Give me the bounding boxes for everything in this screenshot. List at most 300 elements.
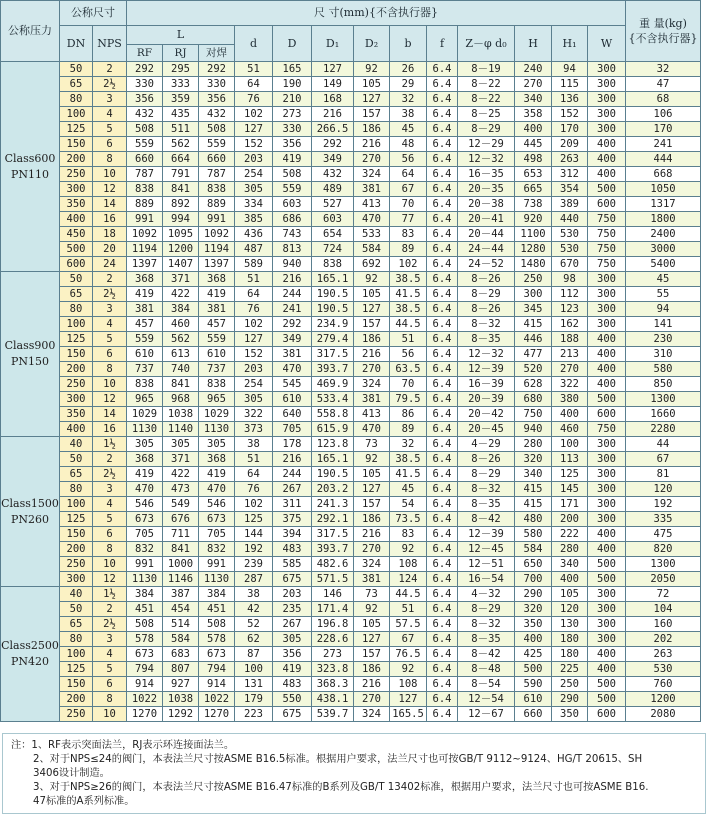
cell-l-rf: 384 [127, 587, 163, 602]
cell-z-phi-d0: 8－26 [458, 272, 515, 287]
table-row [1, 677, 701, 692]
cell-nps: 2 [93, 62, 127, 77]
cell-nps: 14 [93, 197, 127, 212]
cell-D1: 123.8 [312, 437, 354, 452]
cell-dn: 400 [60, 212, 93, 227]
cell-D2: 92 [354, 62, 390, 77]
cell-D2: 270 [354, 362, 390, 377]
cell-H1: 280 [552, 542, 588, 557]
cell-nps: 8 [93, 362, 127, 377]
cell-nps: 4 [93, 317, 127, 332]
cell-D2: 127 [354, 632, 390, 647]
cell-dn: 500 [60, 242, 93, 257]
cell-D2: 105 [354, 617, 390, 632]
cell-H1: 312 [552, 167, 588, 182]
cell-weight: 81 [626, 467, 701, 482]
cell-f: 6.4 [427, 572, 458, 587]
cell-weight: 32 [626, 62, 701, 77]
cell-H: 498 [515, 152, 552, 167]
cell-l-rj: 1292 [163, 707, 199, 722]
cell-d: 223 [235, 707, 273, 722]
cell-H: 750 [515, 407, 552, 422]
cell-l-rj: 1038 [163, 407, 199, 422]
cell-H: 480 [515, 512, 552, 527]
cell-f: 6.4 [427, 647, 458, 662]
table-row [1, 362, 701, 377]
cell-l-weld: 559 [199, 137, 235, 152]
cell-H: 1280 [515, 242, 552, 257]
cell-H1: 94 [552, 62, 588, 77]
cell-D2: 270 [354, 542, 390, 557]
cell-l-weld: 368 [199, 272, 235, 287]
cell-dn: 300 [60, 572, 93, 587]
cell-f: 6.4 [427, 212, 458, 227]
header-weight-note: {不含执行器} [628, 32, 698, 45]
cell-D2: 73 [354, 437, 390, 452]
cell-l-rf: 673 [127, 647, 163, 662]
cell-D: 686 [273, 212, 312, 227]
cell-f: 6.4 [427, 377, 458, 392]
cell-nps: 20 [93, 242, 127, 257]
header-dimensions-label: 尺 寸(mm) [314, 6, 369, 19]
cell-z-phi-d0: 8－29 [458, 287, 515, 302]
cell-l-rf: 1130 [127, 572, 163, 587]
cell-D: 470 [273, 362, 312, 377]
cell-D: 419 [273, 152, 312, 167]
cell-dn: 125 [60, 332, 93, 347]
cell-H1: 225 [552, 662, 588, 677]
cell-dn: 80 [60, 482, 93, 497]
cell-z-phi-d0: 20－35 [458, 182, 515, 197]
cell-dn: 350 [60, 197, 93, 212]
cell-dn: 150 [60, 137, 93, 152]
cell-d: 131 [235, 677, 273, 692]
cell-D1: 149 [312, 77, 354, 92]
cell-z-phi-d0: 8－42 [458, 647, 515, 662]
cell-weight: 5400 [626, 257, 701, 272]
cell-l-rj: 384 [163, 302, 199, 317]
cell-dn: 200 [60, 692, 93, 707]
cell-nps: 5 [93, 512, 127, 527]
cell-H1: 180 [552, 632, 588, 647]
cell-weight: 1200 [626, 692, 701, 707]
cell-f: 6.4 [427, 77, 458, 92]
cell-d: 127 [235, 122, 273, 137]
header-D1: D₁ [312, 26, 354, 62]
cell-b: 63.5 [390, 362, 427, 377]
cell-D1: 228.6 [312, 632, 354, 647]
cell-nps: 8 [93, 152, 127, 167]
table-row [1, 527, 701, 542]
pressure-class-label: Class2500 [1, 639, 59, 652]
cell-weight: 263 [626, 647, 701, 662]
cell-z-phi-d0: 4－29 [458, 437, 515, 452]
cell-H1: 322 [552, 377, 588, 392]
table-row [1, 377, 701, 392]
cell-weight: 2400 [626, 227, 701, 242]
cell-D: 381 [273, 347, 312, 362]
cell-nps: 6 [93, 677, 127, 692]
cell-weight: 170 [626, 122, 701, 137]
header-dn: DN [60, 26, 93, 62]
cell-D: 675 [273, 707, 312, 722]
cell-l-rj: 371 [163, 272, 199, 287]
cell-z-phi-d0: 8－19 [458, 62, 515, 77]
cell-z-phi-d0: 12－45 [458, 542, 515, 557]
cell-z-phi-d0: 12－32 [458, 152, 515, 167]
cell-nps: 16 [93, 212, 127, 227]
cell-D1: 469.9 [312, 377, 354, 392]
cell-l-rj: 422 [163, 287, 199, 302]
cell-D2: 324 [354, 707, 390, 722]
cell-b: 73.5 [390, 512, 427, 527]
cell-z-phi-d0: 8－29 [458, 467, 515, 482]
cell-dn: 125 [60, 512, 93, 527]
table-row [1, 467, 701, 482]
cell-l-weld: 705 [199, 527, 235, 542]
cell-l-rf: 787 [127, 167, 163, 182]
cell-W: 400 [588, 167, 626, 182]
cell-nps: 5 [93, 662, 127, 677]
table-row [1, 617, 701, 632]
cell-b: 83 [390, 227, 427, 242]
cell-l-rf: 1022 [127, 692, 163, 707]
cell-b: 41.5 [390, 287, 427, 302]
cell-d: 305 [235, 392, 273, 407]
cell-D1: 838 [312, 257, 354, 272]
cell-nps: 2½ [93, 287, 127, 302]
cell-d: 62 [235, 632, 273, 647]
cell-l-rf: 838 [127, 182, 163, 197]
cell-W: 300 [588, 62, 626, 77]
cell-l-rf: 1130 [127, 422, 163, 437]
cell-D: 267 [273, 617, 312, 632]
cell-D2: 157 [354, 647, 390, 662]
cell-D1: 539.7 [312, 707, 354, 722]
cell-b: 51 [390, 332, 427, 347]
cell-z-phi-d0: 8－32 [458, 482, 515, 497]
cell-D: 675 [273, 572, 312, 587]
cell-D1: 190.5 [312, 302, 354, 317]
cell-D2: 413 [354, 197, 390, 212]
cell-l-rf: 368 [127, 272, 163, 287]
cell-dn: 80 [60, 302, 93, 317]
cell-D2: 105 [354, 77, 390, 92]
cell-D2: 127 [354, 302, 390, 317]
cell-z-phi-d0: 12－32 [458, 347, 515, 362]
cell-nps: 5 [93, 332, 127, 347]
cell-W: 750 [588, 242, 626, 257]
cell-b: 45 [390, 482, 427, 497]
cell-z-phi-d0: 12－67 [458, 707, 515, 722]
note-line-2 [11, 753, 699, 767]
cell-l-rj: 295 [163, 62, 199, 77]
cell-l-rj: 613 [163, 347, 199, 362]
cell-H1: 98 [552, 272, 588, 287]
cell-D2: 216 [354, 527, 390, 542]
cell-D: 190 [273, 77, 312, 92]
cell-d: 87 [235, 647, 273, 662]
table-row [1, 572, 701, 587]
cell-b: 92 [390, 662, 427, 677]
cell-l-rf: 991 [127, 212, 163, 227]
cell-D2: 92 [354, 602, 390, 617]
cell-nps: 24 [93, 257, 127, 272]
cell-b: 54 [390, 497, 427, 512]
table-row [1, 152, 701, 167]
cell-d: 51 [235, 62, 273, 77]
cell-z-phi-d0: 8－25 [458, 107, 515, 122]
cell-weight: 120 [626, 482, 701, 497]
cell-H1: 670 [552, 257, 588, 272]
cell-dn: 250 [60, 167, 93, 182]
cell-l-rf: 1270 [127, 707, 163, 722]
cell-d: 64 [235, 287, 273, 302]
cell-D2: 105 [354, 287, 390, 302]
cell-H1: 460 [552, 422, 588, 437]
cell-W: 300 [588, 317, 626, 332]
cell-D1: 234.9 [312, 317, 354, 332]
cell-D2: 216 [354, 677, 390, 692]
cell-b: 51 [390, 602, 427, 617]
cell-H: 920 [515, 212, 552, 227]
pressure-class-cell [1, 587, 60, 722]
note-line-4 [11, 781, 699, 795]
header-D2: D₂ [354, 26, 390, 62]
cell-nps: 4 [93, 497, 127, 512]
cell-d: 38 [235, 587, 273, 602]
cell-dn: 100 [60, 497, 93, 512]
cell-l-weld: 794 [199, 662, 235, 677]
cell-W: 300 [588, 107, 626, 122]
cell-D2: 157 [354, 497, 390, 512]
cell-dn: 65 [60, 467, 93, 482]
cell-W: 300 [588, 497, 626, 512]
table-row [1, 212, 701, 227]
cell-f: 6.4 [427, 242, 458, 257]
cell-D1: 558.8 [312, 407, 354, 422]
cell-D: 610 [273, 392, 312, 407]
cell-D1: 273 [312, 647, 354, 662]
cell-D1: 368.3 [312, 677, 354, 692]
cell-l-rf: 457 [127, 317, 163, 332]
cell-l-weld: 305 [199, 437, 235, 452]
cell-D1: 482.6 [312, 557, 354, 572]
cell-nps: 4 [93, 107, 127, 122]
cell-W: 500 [588, 572, 626, 587]
cell-D1: 724 [312, 242, 354, 257]
cell-D2: 216 [354, 347, 390, 362]
cell-H: 1480 [515, 257, 552, 272]
cell-l-rj: 387 [163, 587, 199, 602]
cell-H: 580 [515, 527, 552, 542]
cell-l-rf: 432 [127, 107, 163, 122]
header-nps: NPS [93, 26, 127, 62]
cell-l-weld: 991 [199, 557, 235, 572]
cell-l-rf: 1397 [127, 257, 163, 272]
cell-weight: 1660 [626, 407, 701, 422]
cell-l-weld: 1130 [199, 422, 235, 437]
cell-H: 590 [515, 677, 552, 692]
cell-nps: 4 [93, 647, 127, 662]
cell-l-rf: 508 [127, 617, 163, 632]
table-row [1, 587, 701, 602]
cell-weight: 1300 [626, 557, 701, 572]
cell-D2: 186 [354, 512, 390, 527]
cell-H1: 209 [552, 137, 588, 152]
table-row [1, 422, 701, 437]
cell-dn: 100 [60, 647, 93, 662]
cell-H: 653 [515, 167, 552, 182]
cell-D1: 196.8 [312, 617, 354, 632]
note-line-2-text: 2、对于NPS≤24的阀门，本表法兰尺寸按ASME B16.5标准。根据用户要求，法兰尺寸也可按GB/T 9112~9124、HG/T 20615、SH [33, 754, 643, 765]
cell-dn: 300 [60, 392, 93, 407]
cell-D1: 165.1 [312, 452, 354, 467]
cell-z-phi-d0: 8－22 [458, 92, 515, 107]
cell-l-weld: 1194 [199, 242, 235, 257]
cell-H: 446 [515, 332, 552, 347]
cell-l-rf: 794 [127, 662, 163, 677]
cell-D1: 190.5 [312, 287, 354, 302]
cell-dn: 250 [60, 707, 93, 722]
cell-l-rj: 511 [163, 122, 199, 137]
cell-nps: 12 [93, 392, 127, 407]
cell-W: 400 [588, 377, 626, 392]
cell-l-rj: 1095 [163, 227, 199, 242]
cell-H1: 162 [552, 317, 588, 332]
cell-D1: 571.5 [312, 572, 354, 587]
cell-dn: 200 [60, 152, 93, 167]
cell-l-rf: 705 [127, 527, 163, 542]
pressure-class-cell [1, 437, 60, 587]
cell-D1: 615.9 [312, 422, 354, 437]
cell-dn: 150 [60, 677, 93, 692]
cell-f: 6.4 [427, 677, 458, 692]
cell-d: 322 [235, 407, 273, 422]
cell-f: 6.4 [427, 407, 458, 422]
cell-l-rj: 740 [163, 362, 199, 377]
cell-H1: 440 [552, 212, 588, 227]
cell-W: 300 [588, 512, 626, 527]
cell-W: 300 [588, 122, 626, 137]
pressure-class-cell [1, 272, 60, 437]
cell-l-weld: 673 [199, 512, 235, 527]
cell-D1: 279.4 [312, 332, 354, 347]
cell-l-rf: 610 [127, 347, 163, 362]
cell-f: 6.4 [427, 332, 458, 347]
cell-d: 52 [235, 617, 273, 632]
cell-b: 89 [390, 422, 427, 437]
cell-b: 41.5 [390, 467, 427, 482]
cell-H1: 145 [552, 482, 588, 497]
cell-D: 545 [273, 377, 312, 392]
header-d: d [235, 26, 273, 62]
cell-d: 125 [235, 512, 273, 527]
header-H1: H₁ [552, 26, 588, 62]
cell-weight: 106 [626, 107, 701, 122]
cell-weight: 3000 [626, 242, 701, 257]
cell-d: 254 [235, 377, 273, 392]
cell-d: 64 [235, 77, 273, 92]
header-dimensions-note: {不含执行器} [368, 6, 438, 19]
cell-d: 76 [235, 482, 273, 497]
cell-f: 6.4 [427, 602, 458, 617]
cell-D: 203 [273, 587, 312, 602]
cell-H: 660 [515, 707, 552, 722]
cell-D2: 73 [354, 587, 390, 602]
cell-l-rf: 419 [127, 467, 163, 482]
cell-b: 56 [390, 347, 427, 362]
cell-D2: 216 [354, 137, 390, 152]
cell-l-weld: 457 [199, 317, 235, 332]
cell-f: 6.4 [427, 197, 458, 212]
cell-D: 813 [273, 242, 312, 257]
cell-d: 144 [235, 527, 273, 542]
cell-z-phi-d0: 20－45 [458, 422, 515, 437]
cell-W: 400 [588, 662, 626, 677]
table-row [1, 662, 701, 677]
cell-z-phi-d0: 8－35 [458, 332, 515, 347]
header-L-rj: RJ [163, 45, 199, 62]
cell-W: 400 [588, 332, 626, 347]
cell-f: 6.4 [427, 542, 458, 557]
cell-d: 38 [235, 437, 273, 452]
cell-H1: 120 [552, 602, 588, 617]
cell-l-weld: 1092 [199, 227, 235, 242]
cell-l-weld: 432 [199, 107, 235, 122]
table-row [1, 122, 701, 137]
cell-nps: 1½ [93, 587, 127, 602]
cell-z-phi-d0: 12－51 [458, 557, 515, 572]
cell-H: 400 [515, 632, 552, 647]
cell-l-weld: 470 [199, 482, 235, 497]
cell-H: 250 [515, 272, 552, 287]
cell-weight: 2050 [626, 572, 701, 587]
cell-weight: 850 [626, 377, 701, 392]
cell-b: 79.5 [390, 392, 427, 407]
cell-z-phi-d0: 16－35 [458, 167, 515, 182]
cell-D: 241 [273, 302, 312, 317]
cell-f: 6.4 [427, 227, 458, 242]
cell-d: 51 [235, 272, 273, 287]
cell-H: 415 [515, 497, 552, 512]
cell-dn: 150 [60, 347, 93, 362]
cell-dn: 150 [60, 527, 93, 542]
cell-l-rj: 841 [163, 182, 199, 197]
table-header [1, 1, 701, 62]
cell-z-phi-d0: 20－38 [458, 197, 515, 212]
cell-D2: 413 [354, 407, 390, 422]
cell-W: 750 [588, 227, 626, 242]
cell-D1: 292 [312, 137, 354, 152]
cell-dn: 125 [60, 662, 93, 677]
cell-d: 436 [235, 227, 273, 242]
cell-D1: 317.5 [312, 347, 354, 362]
cell-H: 940 [515, 422, 552, 437]
cell-dn: 100 [60, 107, 93, 122]
cell-f: 6.4 [427, 392, 458, 407]
cell-l-rf: 914 [127, 677, 163, 692]
cell-b: 57.5 [390, 617, 427, 632]
cell-b: 56 [390, 152, 427, 167]
cell-f: 6.4 [427, 527, 458, 542]
cell-H: 415 [515, 317, 552, 332]
cell-H: 240 [515, 62, 552, 77]
cell-d: 287 [235, 572, 273, 587]
cell-b: 45 [390, 122, 427, 137]
cell-H1: 105 [552, 587, 588, 602]
cell-W: 600 [588, 197, 626, 212]
